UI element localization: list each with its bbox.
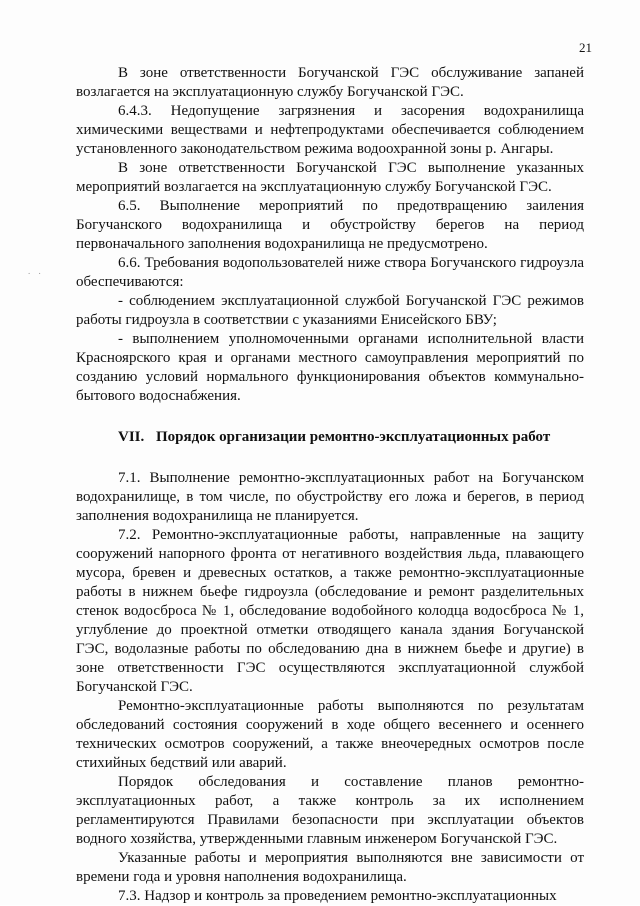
paragraph: 7.2. Ремонтно-эксплуатационные работы, направленные на защиту сооружений напорного фронта от негативного воздействия льда, плавающего мусора, бревен и древесных остатков, а также ремонтно-эксплуатационные работы в нижнем бьефе гидроузла (обследование и ремонт разделительных стенок водосброса № 1, обследование водобойного колодца водосброса № 1, углубление до проектной отметки отводящего канала здания Богучанской ГЭС, водолазные работы по обследованию дна в нижнем бьефе и другие) в зоне ответственности ГЭС осуществляются эксплуатационной службой Богучанской ГЭС. — [76, 527, 584, 695]
section-heading — [76, 428, 584, 447]
list-item: - выполнением уполномоченными органами исполнительной власти Красноярского края и органами местного самоуправления мероприятий по созданию условий нормального функционирования объектов коммунально-бытового водоснабжения. — [76, 331, 584, 404]
paragraph: 7.1. Выполнение ремонтно-эксплуатационных работ на Богучанском водохранилище, в том числе, по обустройству его ложа и берегов, в период заполнения водохранилища не планируется. — [76, 470, 584, 524]
section-number: VII. — [118, 429, 145, 445]
paragraph: В зоне ответственности Богучанской ГЭС выполнение указанных мероприятий возлагается на эксплуатационную службу Богучанской ГЭС. — [76, 160, 584, 195]
paragraph: 7.3. Надзор и контроль за проведением ремонтно-эксплуатационных — [118, 888, 557, 904]
paragraph: Ремонтно-эксплуатационные работы выполняются по результатам обследований состояния сооружений в ходе общего весеннего и осеннего технических осмотров сооружений, а также внеочередных осмотров после стихийных бедствий или аварий. — [76, 698, 584, 771]
section-title: Порядок организации ремонтно-эксплуатационных работ — [156, 429, 551, 445]
paragraph: Указанные работы и мероприятия выполняются вне зависимости от времени года и уровня наполнения водохранилища. — [76, 850, 584, 885]
paragraph: В зоне ответственности Богучанской ГЭС обслуживание запаней возлагается на эксплуатационную службу Богучанской ГЭС. — [76, 65, 584, 100]
paragraph: 6.4.3. Недопущение загрязнения и засорения водохранилища химическими веществами и нефтепродуктами обеспечивается соблюдением установленного законодательством режима водоохранной зоны р. Ангары. — [76, 103, 584, 157]
page-number: 21 — [579, 40, 592, 55]
paragraph: 6.5. Выполнение мероприятий по предотвращению заиления Богучанского водохранилища и обустройству берегов на период первоначального заполнения водохранилища не предусмотрено. — [76, 198, 584, 252]
paragraph: Порядок обследования и составление планов ремонтно-эксплуатационных работ, а также контроль за их исполнением регламентируются Правилами безопасности при эксплуатации объектов водного хозяйства, утвержденными главным инженером Богучанской ГЭС. — [76, 774, 584, 847]
document-body — [76, 64, 584, 906]
list-item: - соблюдением эксплуатационной службой Богучанской ГЭС режимов работы гидроузла в соответствии с указаниями Енисейского БВУ; — [76, 293, 584, 328]
paragraph: 6.6. Требования водопользователей ниже створа Богучанского гидроузла обеспечиваются: — [76, 255, 584, 290]
margin-mark: . . — [28, 266, 44, 276]
